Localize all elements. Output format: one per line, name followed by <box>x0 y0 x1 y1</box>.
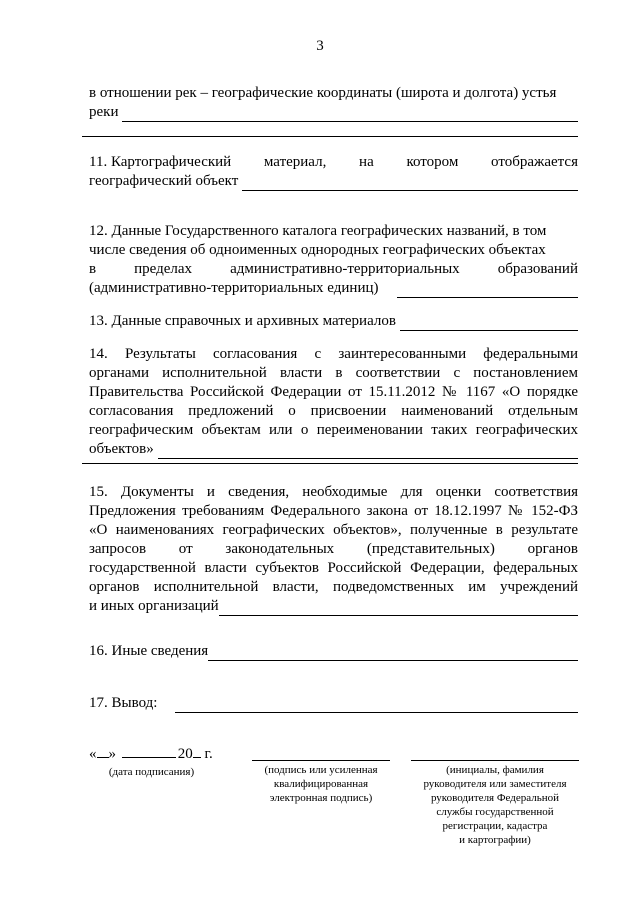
item15-text-7: и иных организаций <box>89 598 219 614</box>
signature-caption-line: электронная подпись) <box>269 792 373 804</box>
item12-blank[interactable] <box>397 283 578 298</box>
name-caption-line: регистрации, кадастра <box>442 820 548 832</box>
signature-line[interactable] <box>252 760 390 761</box>
item12-line-3 <box>89 260 578 279</box>
item14-line-1: 14. Результаты согласования с заинтересованными федеральными <box>89 346 578 362</box>
item17-text: 17. Вывод: <box>89 695 158 711</box>
item14-line-2: органами исполнительной власти в соответствии с постановлением <box>89 365 578 381</box>
year-suffix: г. <box>204 746 213 762</box>
item15-line-2: Предложения требованиям Федерального закона от 18.12.1997 № 152-ФЗ <box>89 503 578 519</box>
item16-line-1 <box>89 642 578 661</box>
item12-word: образований <box>497 261 578 277</box>
rivers-extra-rule <box>82 136 578 137</box>
signing-date <box>89 745 213 763</box>
item14-blank[interactable] <box>158 444 578 459</box>
year-prefix: 20 <box>177 746 193 762</box>
item14-extra-rule <box>82 463 578 464</box>
item11-word: котором <box>406 154 459 170</box>
item12-word: административно-территориальных <box>230 261 460 277</box>
rivers-line-1 <box>89 84 578 103</box>
rivers-blank[interactable] <box>122 107 578 122</box>
item11-word: 11. Картографический <box>89 154 232 170</box>
name-caption-line: (инициалы, фамилия <box>446 764 544 776</box>
item12-text-4: (административно-территориальных единиц) <box>89 280 379 296</box>
signature-caption <box>246 763 396 805</box>
month-blank[interactable] <box>122 745 176 758</box>
item11-text-2: географический объект <box>89 173 239 189</box>
item12-word: в <box>89 261 97 277</box>
date-open-quote: « <box>89 746 97 762</box>
item15-word: органов <box>527 541 578 557</box>
item14-line-4: согласования предложений о присвоении наименований отдельным <box>89 403 578 419</box>
item12-word: пределах <box>134 261 193 277</box>
item14-text-6: объектов» <box>89 441 154 457</box>
item15-line-1: 15. Документы и сведения, необходимые для оценки соответствия <box>89 484 578 500</box>
item11-line-2 <box>89 172 578 191</box>
item14-line-3: Правительства Российской Федерации от 15.11.2012 № 1167 «О порядке <box>89 384 578 400</box>
item15-word: от <box>178 541 193 557</box>
item14-line-6 <box>89 440 578 459</box>
item11-word: отображается <box>491 154 578 170</box>
day-blank[interactable] <box>97 745 109 758</box>
rivers-text-2: реки <box>89 104 119 120</box>
rivers-line-2 <box>89 103 578 122</box>
item15-line-6: органов исполнительной власти, подведомственных им учреждений <box>89 579 578 595</box>
page-number: 3 <box>316 38 324 54</box>
item16-text: 16. Иные сведения <box>89 643 209 659</box>
item12-line-2: числе сведения об одноименных однородных географических объектах <box>89 242 546 258</box>
date-caption: (дата подписания) <box>108 766 195 778</box>
name-caption-line: службы государственной <box>436 806 554 818</box>
item15-word: (представительных) <box>366 541 495 557</box>
item15-line-3: «О наименованиях географических объектов», полученные в результате <box>89 522 578 538</box>
item15-line-5: государственной власти субъектов Российской Федерации, федеральных <box>89 560 578 576</box>
item11-word: материал, <box>263 154 327 170</box>
name-caption-line: руководителя или заместителя <box>423 778 567 790</box>
name-caption-line: руководителя Федеральной <box>430 792 560 804</box>
year-blank[interactable] <box>193 745 201 758</box>
item11-blank[interactable] <box>242 176 578 191</box>
signature-caption-line: квалифицированная <box>273 778 369 790</box>
item15-line-4 <box>89 540 578 559</box>
item14-line-5: географическим объектам или о переименовании таких географических <box>89 422 578 438</box>
item17-blank[interactable] <box>175 698 578 713</box>
signature-caption-line: (подпись или усиленная <box>264 764 378 776</box>
item15-word: запросов <box>89 541 147 557</box>
item13-line-1 <box>89 312 578 331</box>
item12-line-4 <box>89 279 578 298</box>
item11-line-1 <box>89 153 578 172</box>
name-line[interactable] <box>411 760 579 761</box>
item13-text: 13. Данные справочных и архивных материалов <box>89 313 396 329</box>
item16-blank[interactable] <box>208 646 578 661</box>
name-caption <box>400 763 590 847</box>
item17-line-1 <box>89 694 578 713</box>
item12-line-1: 12. Данные Государственного каталога географических названий, в том <box>89 223 547 239</box>
name-caption-line: и картографии) <box>459 834 531 846</box>
item15-word: законодательных <box>225 541 335 557</box>
item11-word: на <box>359 154 374 170</box>
rivers-text-1: в отношении рек – географические координаты (широта и долгота) устья <box>89 85 557 101</box>
item13-blank[interactable] <box>400 316 578 331</box>
item15-line-7 <box>89 597 578 616</box>
date-close-quote: » <box>108 746 116 762</box>
item15-blank[interactable] <box>219 601 578 616</box>
